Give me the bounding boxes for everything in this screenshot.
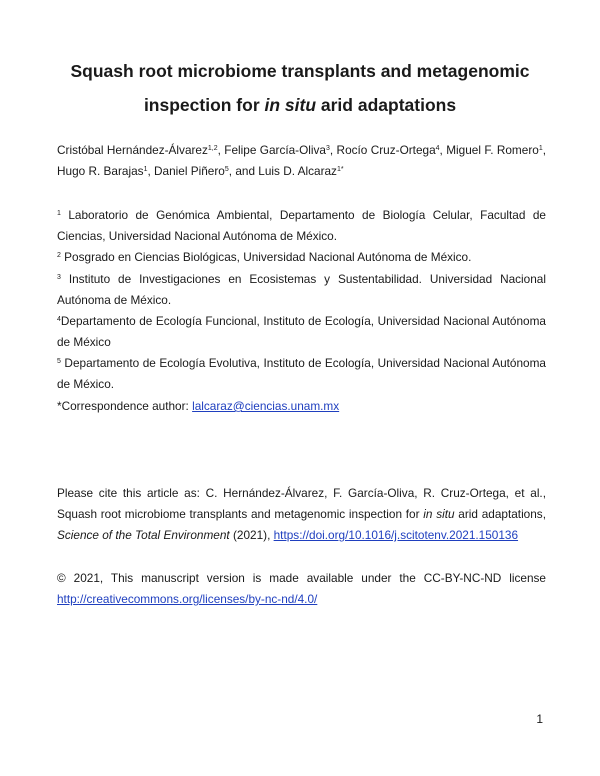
title-line-1: Squash root microbiome transplants and metagenomic <box>70 61 530 81</box>
license-block <box>57 568 546 610</box>
affiliation-text: Departamento de Ecología Evolutiva, Instituto de Ecología, Universidad Nacional Autónoma <box>60 356 546 370</box>
author-name: Miguel F. Romero <box>446 143 539 157</box>
affiliation-2 <box>57 247 546 268</box>
affiliation-5-line-2: de México. <box>57 377 115 391</box>
affiliation-5 <box>57 353 546 395</box>
author-affiliation-mark: 4 <box>435 145 440 152</box>
citation-text: Squash root microbiome transplants and metagenomic inspection for <box>57 507 424 521</box>
citation-text: arid adaptations, <box>454 507 546 521</box>
author-list <box>57 140 546 182</box>
author-line-2 <box>57 161 546 182</box>
author-separator: , <box>439 143 447 157</box>
author-name: Hugo R. Barajas <box>57 164 144 178</box>
citation-journal: Science of the Total Environment <box>57 528 230 542</box>
citation-italic-term: in situ <box>423 507 455 521</box>
author-name: Luis D. Alcaraz <box>258 164 337 178</box>
citation-doi-link[interactable]: https://doi.org/10.1016/j.scitotenv.2021.150136 <box>273 528 519 542</box>
title-line-2-suffix: arid adaptations <box>316 95 457 115</box>
citation-block <box>57 483 546 546</box>
title-line-2-prefix: inspection for <box>143 95 265 115</box>
affiliation-4-line-2: de México <box>57 335 111 349</box>
affiliation-1-line-2: Ciencias, Universidad Nacional Autónoma de México. <box>57 229 337 243</box>
author-affiliation-mark: 1,2 <box>207 145 218 152</box>
page-number: 1 <box>536 712 543 726</box>
affiliation-mark: 3 <box>57 274 61 281</box>
author-line-1 <box>57 140 546 161</box>
affiliation-4 <box>57 311 546 353</box>
citation-line-1: Please cite this article as: C. Hernández-Álvarez, F. García-Oliva, R. Cruz-Ortega, et al., <box>57 486 546 500</box>
author-affiliation-mark: 5 <box>224 166 229 173</box>
affiliation-5-line-1 <box>57 353 546 374</box>
citation-year: (2021), <box>229 528 274 542</box>
author-name: Felipe García-Oliva <box>224 143 326 157</box>
paper-title <box>40 54 560 122</box>
author-separator: , <box>329 143 337 157</box>
author-separator: , <box>147 164 155 178</box>
author-name: Rocío Cruz-Ortega <box>336 143 436 157</box>
author-separator: , and <box>228 164 259 178</box>
affiliation-text: Instituto de Investigaciones en Ecosistemas y Sustentabilidad. Universidad Nacional <box>60 272 546 286</box>
citation-line-2 <box>57 504 546 525</box>
title-line-2 <box>40 88 560 122</box>
affiliation-3 <box>57 269 546 311</box>
affiliation-text: Posgrado en Ciencias Biológicas, Universidad Nacional Autónoma de México. <box>60 250 472 264</box>
affiliation-3-line-1 <box>57 269 546 290</box>
author-affiliation-mark: 3 <box>325 145 330 152</box>
affiliation-1 <box>57 205 546 247</box>
correspondence <box>57 396 546 417</box>
author-affiliation-mark: 1 <box>538 145 543 152</box>
author-name: Daniel Piñero <box>154 164 225 178</box>
license-line-2 <box>57 589 546 610</box>
affiliation-4-line-1 <box>57 311 546 332</box>
affiliation-mark: 5 <box>57 358 61 365</box>
author-separator: , <box>217 143 225 157</box>
license-line-1: © 2021, This manuscript version is made available under the CC-BY-NC-ND license <box>57 571 546 585</box>
affiliation-mark: 2 <box>57 252 61 259</box>
affiliation-text: Departamento de Ecología Funcional, Instituto de Ecología, Universidad Nacional Autónoma <box>60 314 546 328</box>
license-url-link[interactable]: http://creativecommons.org/licenses/by-nc-nd/4.0/ <box>57 592 318 606</box>
correspondence-email-link[interactable]: lalcaraz@ciencias.unam.mx <box>192 399 340 413</box>
author-affiliation-mark: 1 <box>143 166 148 173</box>
title-italic-term: in situ <box>264 95 317 115</box>
correspondence-label: *Correspondence author: <box>57 399 193 413</box>
affiliation-text: Laboratorio de Genómica Ambiental, Departamento de Biología Celular, Facultad de <box>60 208 546 222</box>
affiliation-1-line-1 <box>57 205 546 226</box>
author-affiliation-mark: 1* <box>336 166 344 173</box>
affiliation-mark: 4 <box>57 316 61 323</box>
citation-line-3 <box>57 525 546 546</box>
affiliation-3-line-2: Autónoma de México. <box>57 293 172 307</box>
author-name: Cristóbal Hernández-Álvarez <box>57 143 208 157</box>
affiliation-mark: 1 <box>57 210 61 217</box>
author-separator: , <box>542 143 547 157</box>
affiliation-2-line-1 <box>57 247 546 268</box>
